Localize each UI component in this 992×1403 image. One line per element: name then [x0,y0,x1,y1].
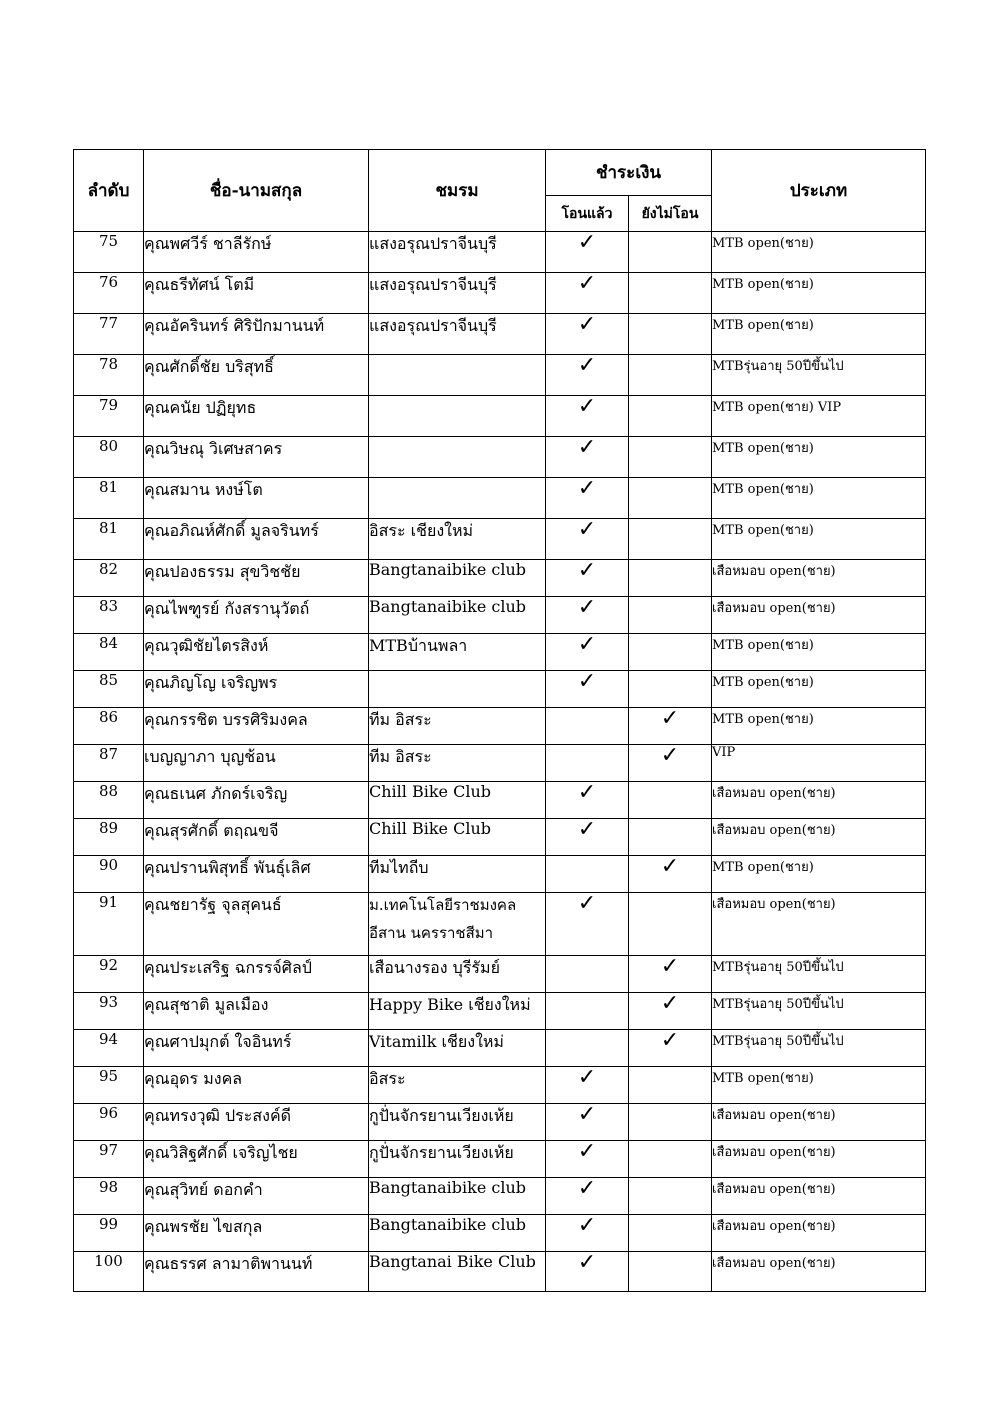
participant-name: คุณธรีทัศน์ โตมี [144,273,369,314]
paid-check [546,856,629,893]
paid-check [546,1030,629,1067]
paid-check: ✓ [546,1178,629,1215]
club-name: อิสระ [369,1067,546,1104]
club-name: ทีม อิสระ [369,708,546,745]
table-row [74,1141,926,1178]
unpaid-check [629,396,712,437]
table-body [74,232,926,1292]
unpaid-check [629,1252,712,1292]
club-name: Chill Bike Club [369,782,546,819]
club-name: อิสระ เชียงใหม่ [369,519,546,560]
participant-name: คุณวิษณุ วิเศษสาคร [144,437,369,478]
club-name: เสือนางรอง บุรีรัมย์ [369,956,546,993]
row-number: 75 [74,232,144,273]
participant-name: คุณสุวิทย์ ดอกคำ [144,1178,369,1215]
table-row [74,671,926,708]
unpaid-check: ✓ [629,708,712,745]
table-row [74,745,926,782]
club-name: กูปั่นจักรยานเวียงเห้ย [369,1141,546,1178]
participant-name: คุณทรงวุฒิ ประสงค์ดี [144,1104,369,1141]
participant-name: คุณวุฒิชัยไตรสิงห์ [144,634,369,671]
club-name: Bangtanaibike club [369,1178,546,1215]
paid-check: ✓ [546,671,629,708]
paid-check: ✓ [546,782,629,819]
participant-name: คุณกรรชิต บรรศิริมงคล [144,708,369,745]
unpaid-check: ✓ [629,856,712,893]
row-number: 94 [74,1030,144,1067]
row-number: 81 [74,519,144,560]
unpaid-check [629,478,712,519]
paid-check: ✓ [546,597,629,634]
row-number: 85 [74,671,144,708]
header-name: ชื่อ-นามสกุล [144,150,369,232]
table-row [74,355,926,396]
paid-check: ✓ [546,232,629,273]
paid-check: ✓ [546,1104,629,1141]
club-name [369,355,546,396]
club-name: Bangtanai Bike Club [369,1252,546,1292]
table-row [74,856,926,893]
table-row [74,819,926,856]
club-name [369,893,546,956]
club-name [369,478,546,519]
club-name: Bangtanaibike club [369,1215,546,1252]
category: เสือหมอบ open(ชาย) [712,893,926,956]
registration-table [73,149,926,1292]
participant-name: คุณประเสริฐ ฉกรรจ์ศิลป์ [144,956,369,993]
row-number: 100 [74,1252,144,1292]
unpaid-check [629,893,712,956]
table-row [74,597,926,634]
unpaid-check: ✓ [629,993,712,1030]
row-number: 84 [74,634,144,671]
row-number: 86 [74,708,144,745]
club-name: แสงอรุณปราจีนบุรี [369,232,546,273]
header-unpaid: ยังไม่โอน [629,196,712,232]
paid-check [546,745,629,782]
paid-check [546,708,629,745]
row-number: 97 [74,1141,144,1178]
row-number: 99 [74,1215,144,1252]
row-number: 96 [74,1104,144,1141]
paid-check: ✓ [546,634,629,671]
category: MTB open(ชาย) [712,232,926,273]
paid-check: ✓ [546,314,629,355]
participant-name: คุณคนัย ปฏิยุทธ [144,396,369,437]
header-type: ประเภท [712,150,926,232]
participant-name: คุณพศวีร์ ชาลีรักษ์ [144,232,369,273]
category: MTBรุ่นอายุ 50ปีขึ้นไป [712,1030,926,1067]
paid-check: ✓ [546,519,629,560]
unpaid-check [629,634,712,671]
participant-name: คุณภิญโญ เจริญพร [144,671,369,708]
paid-check: ✓ [546,1252,629,1292]
table-row [74,1030,926,1067]
row-number: 90 [74,856,144,893]
row-number: 98 [74,1178,144,1215]
participant-name: เบญญาภา บุญช้อน [144,745,369,782]
table-row [74,893,926,956]
club-name: Chill Bike Club [369,819,546,856]
table-row [74,708,926,745]
category: MTBรุ่นอายุ 50ปีขึ้นไป [712,355,926,396]
category: เสือหมอบ open(ชาย) [712,782,926,819]
row-number: 92 [74,956,144,993]
table-row [74,519,926,560]
table-row [74,1104,926,1141]
club-name: MTBบ้านพลา [369,634,546,671]
category: MTB open(ชาย) [712,634,926,671]
participant-name: คุณอุดร มงคล [144,1067,369,1104]
unpaid-check [629,671,712,708]
unpaid-check [629,273,712,314]
unpaid-check [629,1067,712,1104]
club-name: Bangtanaibike club [369,597,546,634]
table-row [74,1215,926,1252]
club-name: Vitamilk เชียงใหม่ [369,1030,546,1067]
table-row [74,1252,926,1292]
row-number: 78 [74,355,144,396]
category: เสือหมอบ open(ชาย) [712,560,926,597]
row-number: 83 [74,597,144,634]
unpaid-check [629,1104,712,1141]
category: เสือหมอบ open(ชาย) [712,1104,926,1141]
participant-name: คุณพรชัย ไขสกุล [144,1215,369,1252]
participant-name: คุณธเนศ ภักดร์เจริญ [144,782,369,819]
table-row [74,634,926,671]
row-number: 80 [74,437,144,478]
category: MTBรุ่นอายุ 50ปีขึ้นไป [712,993,926,1030]
participant-name: คุณศาปมุกต์ ใจอินทร์ [144,1030,369,1067]
row-number: 88 [74,782,144,819]
participant-name: คุณอัครินทร์ ศิริปักมานนท์ [144,314,369,355]
club-name: Happy Bike เชียงใหม่ [369,993,546,1030]
club-name [369,671,546,708]
unpaid-check [629,1178,712,1215]
paid-check: ✓ [546,478,629,519]
unpaid-check [629,597,712,634]
category: เสือหมอบ open(ชาย) [712,1215,926,1252]
category: เสือหมอบ open(ชาย) [712,1141,926,1178]
participant-name: คุณวิสิฐศักดิ์ เจริญไชย [144,1141,369,1178]
participant-name: คุณสมาน หงษ์โต [144,478,369,519]
paid-check: ✓ [546,819,629,856]
participant-name: คุณศักดิ์ชัย บริสุทธิ์ [144,355,369,396]
club-name: แสงอรุณปราจีนบุรี [369,273,546,314]
table-row [74,314,926,355]
table-row [74,1178,926,1215]
participant-name: คุณไพฑูรย์ กังสรานุวัตถ์ [144,597,369,634]
table-row [74,232,926,273]
category: MTB open(ชาย) [712,437,926,478]
row-number: 89 [74,819,144,856]
unpaid-check: ✓ [629,745,712,782]
paid-check: ✓ [546,437,629,478]
category: MTB open(ชาย) [712,519,926,560]
row-number: 81 [74,478,144,519]
unpaid-check [629,519,712,560]
table-row [74,437,926,478]
header-no: ลำดับ [74,150,144,232]
unpaid-check [629,819,712,856]
table-row [74,560,926,597]
participant-name: คุณปรานพิสุทธิ์ พันธุ์เลิศ [144,856,369,893]
club-name: ทีม อิสระ [369,745,546,782]
participant-name: คุณปองธรรม สุขวิชชัย [144,560,369,597]
club-name: ทีมไทถีบ [369,856,546,893]
paid-check: ✓ [546,396,629,437]
unpaid-check [629,314,712,355]
paid-check [546,956,629,993]
unpaid-check [629,560,712,597]
row-number: 93 [74,993,144,1030]
row-number: 76 [74,273,144,314]
unpaid-check [629,232,712,273]
club-name-line2: อีสาน นครราชสีมา [369,924,494,942]
table-header [74,150,926,232]
category: เสือหมอบ open(ชาย) [712,819,926,856]
row-number: 95 [74,1067,144,1104]
participant-name: คุณอภิณห์ศักดิ์ มูลจรินทร์ [144,519,369,560]
unpaid-check [629,355,712,396]
table-row [74,478,926,519]
club-name [369,396,546,437]
club-name-line1: ม.เทคโนโลยีราชมงคล [369,896,517,914]
paid-check: ✓ [546,893,629,956]
participant-name: คุณสุรศักดิ์ ตฤณขจี [144,819,369,856]
club-name: แสงอรุณปราจีนบุรี [369,314,546,355]
category: MTB open(ชาย) VIP [712,396,926,437]
table-row [74,956,926,993]
category: MTB open(ชาย) [712,478,926,519]
category: MTB open(ชาย) [712,708,926,745]
table-row [74,993,926,1030]
category: MTB open(ชาย) [712,314,926,355]
header-club: ชมรม [369,150,546,232]
row-number: 82 [74,560,144,597]
unpaid-check: ✓ [629,956,712,993]
table-row [74,782,926,819]
paid-check: ✓ [546,273,629,314]
unpaid-check [629,437,712,478]
paid-check: ✓ [546,1215,629,1252]
category: เสือหมอบ open(ชาย) [712,597,926,634]
table-row [74,273,926,314]
participant-name: คุณธรรศ ลามาติพานนท์ [144,1252,369,1292]
unpaid-check [629,782,712,819]
category: MTB open(ชาย) [712,671,926,708]
row-number: 87 [74,745,144,782]
paid-check: ✓ [546,355,629,396]
paid-check [546,993,629,1030]
row-number: 91 [74,893,144,956]
paid-check: ✓ [546,1067,629,1104]
category: เสือหมอบ open(ชาย) [712,1178,926,1215]
row-number: 79 [74,396,144,437]
club-name: Bangtanaibike club [369,560,546,597]
category: MTB open(ชาย) [712,856,926,893]
unpaid-check: ✓ [629,1030,712,1067]
category: MTB open(ชาย) [712,273,926,314]
unpaid-check [629,1215,712,1252]
club-name: กูปั่นจักรยานเวียงเห้ย [369,1104,546,1141]
category: VIP [712,745,926,782]
table-row [74,1067,926,1104]
unpaid-check [629,1141,712,1178]
category: เสือหมอบ open(ชาย) [712,1252,926,1292]
header-paid: โอนแล้ว [546,196,629,232]
category: MTB open(ชาย) [712,1067,926,1104]
row-number: 77 [74,314,144,355]
paid-check: ✓ [546,560,629,597]
participant-name: คุณสุชาติ มูลเมือง [144,993,369,1030]
participant-name: คุณชยารัฐ จุลสุคนธ์ [144,893,369,956]
club-name [369,437,546,478]
table-row [74,396,926,437]
category: MTBรุ่นอายุ 50ปีขึ้นไป [712,956,926,993]
paid-check: ✓ [546,1141,629,1178]
header-payment: ชำระเงิน [546,150,712,196]
